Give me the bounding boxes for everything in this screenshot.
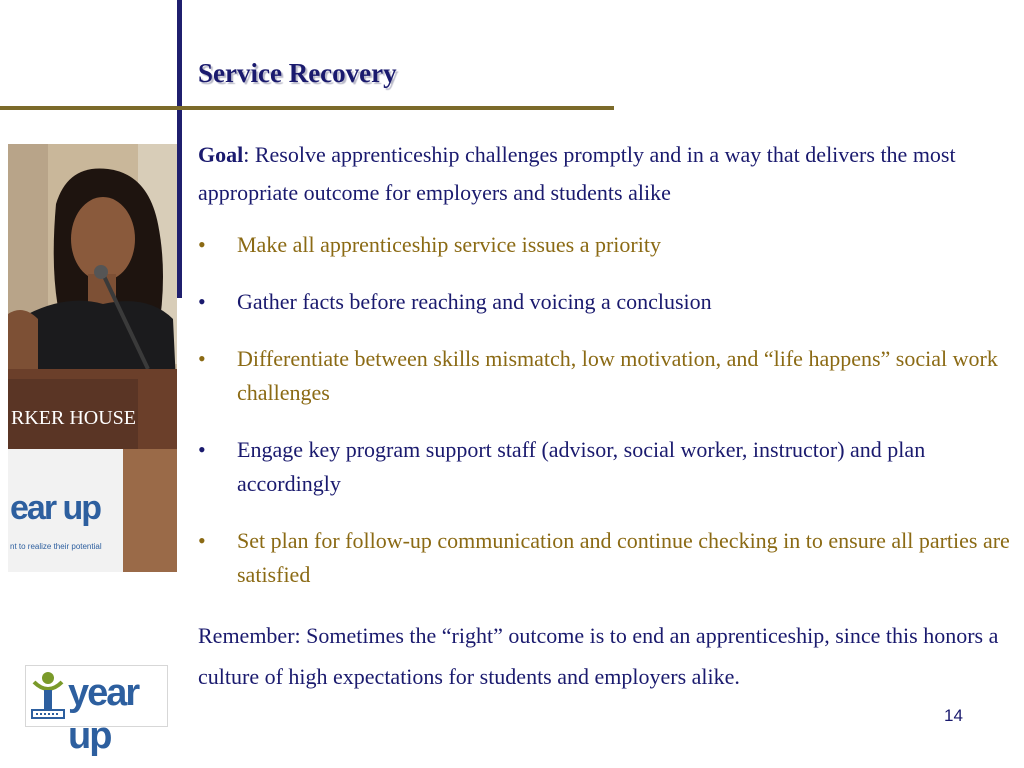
- bullet-icon: •: [198, 232, 206, 257]
- bullet-text: Set plan for follow-up communication and continue checking in to ensure all parties are satisfied: [237, 528, 1010, 587]
- goal-label: Goal: [198, 142, 244, 167]
- banner-brand: ear up: [10, 489, 101, 527]
- page-number: 14: [944, 706, 963, 725]
- slide-body: [198, 136, 1022, 697]
- banner-tagline: nt to realize their potential: [10, 542, 102, 551]
- remember-paragraph: Remember: Sometimes the “right” outcome is to end an apprenticeship, since this honors a culture of high expectations for students and employers alike.: [198, 623, 999, 689]
- slide-title: Service Recovery: [198, 58, 397, 88]
- bullet-text: Differentiate between skills mismatch, low motivation, and “life happens” social work challenges: [237, 346, 998, 405]
- bullet-text: Engage key program support staff (advisor, social worker, instructor) and plan accordingly: [237, 437, 926, 496]
- bullet-item: [198, 285, 1022, 319]
- horizontal-rule: [0, 106, 614, 110]
- bullet-item: [198, 433, 1022, 501]
- goal-paragraph: [198, 136, 1022, 212]
- bullet-text: Gather facts before reaching and voicing a conclusion: [237, 289, 712, 314]
- bullet-item: [198, 524, 1022, 592]
- vertical-rule: [177, 0, 182, 298]
- bullet-icon: •: [198, 289, 206, 314]
- bullet-list: [198, 228, 1022, 592]
- bullet-text: Make all apprenticeship service issues a priority: [237, 232, 661, 257]
- speaker-photo: [8, 144, 177, 572]
- bullet-item: [198, 342, 1022, 410]
- logo-text: year up: [68, 672, 139, 757]
- year-up-logo: [25, 665, 168, 757]
- goal-text: : Resolve apprenticeship challenges promptly and in a way that delivers the most appropriate outcome for employers and students alike: [198, 142, 956, 205]
- bullet-item: [198, 228, 1022, 262]
- podium-text: RKER HOUSE: [11, 407, 137, 429]
- bullet-icon: •: [198, 528, 206, 553]
- bullet-icon: •: [198, 346, 206, 371]
- bullet-icon: •: [198, 437, 206, 462]
